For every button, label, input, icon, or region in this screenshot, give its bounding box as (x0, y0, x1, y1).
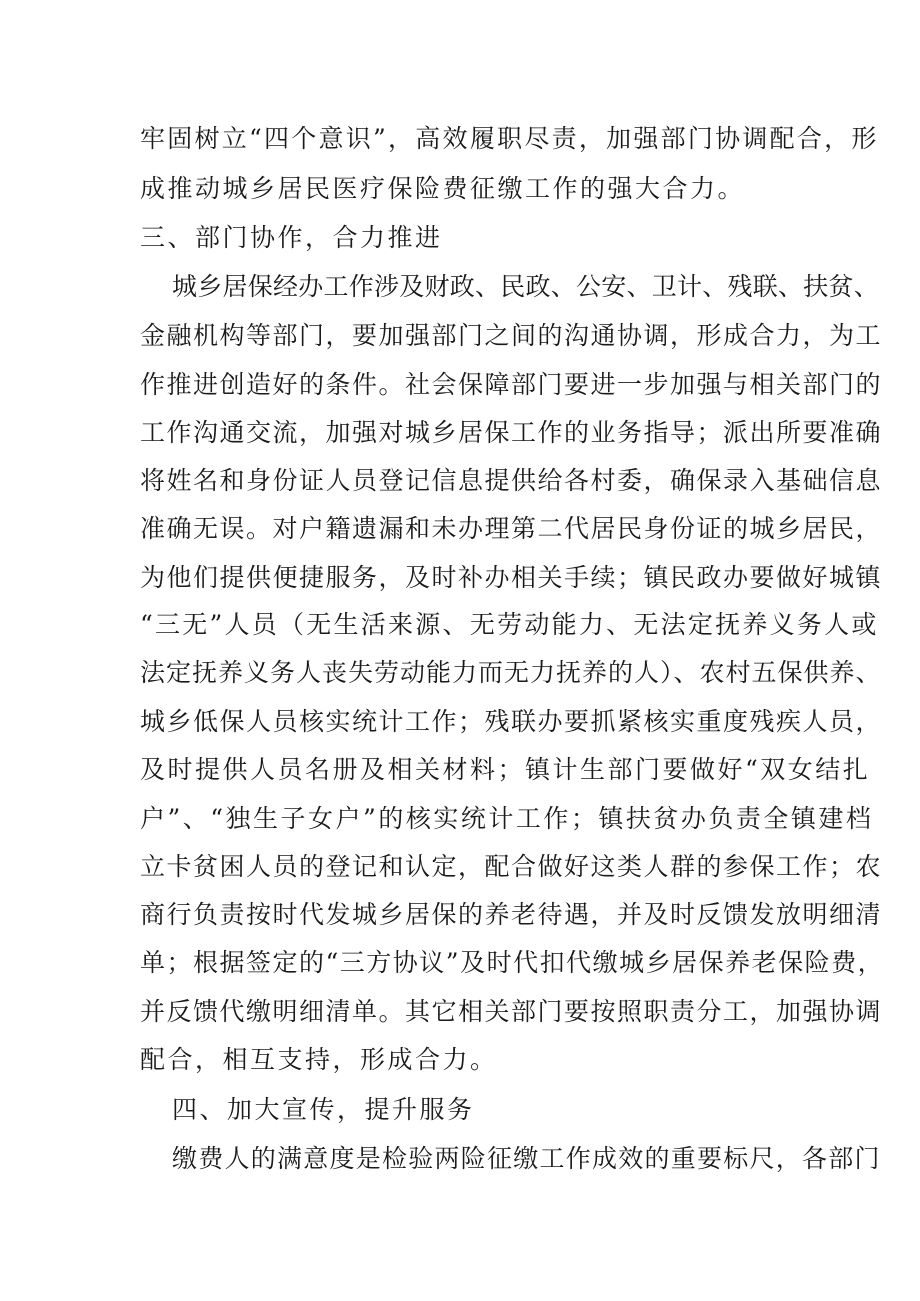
section-heading-4: 四、加大宣传，提升服务 (172, 1095, 475, 1124)
paragraph-line: 并反馈代缴明细清单。其它相关部门要按照职责分工，加强协调 (140, 997, 883, 1026)
paragraph-line: 法定抚养义务人丧失劳动能力而无力抚养的人）、农村五保供养、 (140, 658, 882, 687)
paragraph-line: 将姓名和身份证人员登记信息提供给各村委，确保录入基础信息 (140, 466, 883, 495)
paragraph-line: 作推进创造好的条件。社会保障部门要进一步加强与相关部门的 (140, 370, 883, 399)
paragraph-line: 配合，相互支持，形成合力。 (140, 1045, 498, 1074)
paragraph-line: 城乡低保人员核实统计工作；残联办要抓紧核实重度残疾人员， (140, 707, 883, 736)
section-heading-3: 三、部门协作，合力推进 (140, 223, 443, 252)
paragraph-line: 成推动城乡居民医疗保险费征缴工作的强大合力。 (140, 174, 746, 203)
paragraph-line: 为他们提供便捷服务，及时补办相关手续；镇民政办要做好城镇 (140, 563, 883, 592)
paragraph-line: “三无”人员（无生活来源、无劳动能力、无法定抚养义务人或 (140, 610, 879, 639)
paragraph-line: 及时提供人员名册及相关材料；镇计生部门要做好“双女结扎 (140, 755, 871, 784)
paragraph-line: 缴费人的满意度是检验两险征缴工作成效的重要标尺，各部门 (172, 1144, 881, 1173)
paragraph-line: 立卡贫困人员的登记和认定，配合做好这类人群的参保工作；农 (140, 852, 883, 881)
paragraph-line: 工作沟通交流，加强对城乡居保工作的业务指导；派出所要准确 (140, 418, 883, 447)
paragraph-line: 牢固树立“四个意识”，高效履职尽责，加强部门协调配合，形 (140, 124, 879, 153)
paragraph-line: 单；根据签定的“三方协议”及时代扣代缴城乡居保养老保险费， (140, 948, 885, 977)
paragraph-line: 城乡居保经办工作涉及财政、民政、公安、卫计、残联、扶贫、 (172, 272, 880, 301)
paragraph-line: 准确无误。对户籍遗漏和未办理第二代居民身份证的城乡居民， (140, 514, 883, 543)
paragraph-line: 金融机构等部门，要加强部门之间的沟通协调，形成合力，为工 (140, 321, 883, 350)
paragraph-line: 户”、“独生子女户”的核实统计工作；镇扶贫办负责全镇建档 (140, 804, 874, 833)
paragraph-line: 商行负责按时代发城乡居保的养老待遇，并及时反馈发放明细清 (140, 900, 883, 929)
